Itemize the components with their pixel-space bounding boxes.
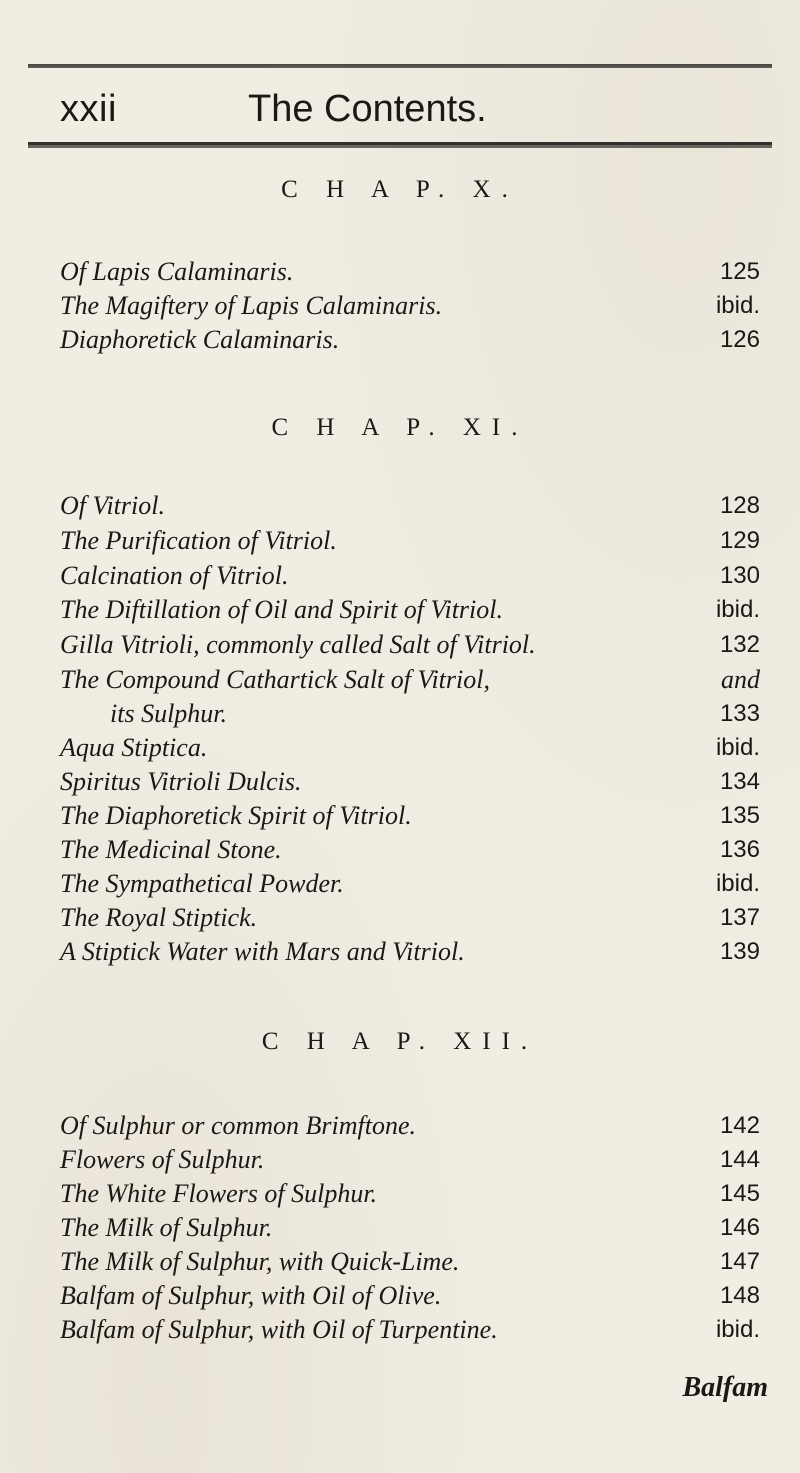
entry-page: ibid. xyxy=(715,292,760,319)
toc-entry xyxy=(60,594,760,626)
entry-page: 134 xyxy=(719,768,760,795)
entry-title: The Royal Stiptick. xyxy=(60,903,258,932)
entry-page: 130 xyxy=(719,562,760,589)
entry-page: 133 xyxy=(719,700,760,727)
entry-page: 142 xyxy=(719,1112,760,1139)
entry-page: 126 xyxy=(719,326,760,353)
entry-title: its Sulphur. xyxy=(110,699,228,728)
toc-entry xyxy=(60,1110,760,1142)
entry-title: The Milk of Sulphur, with Quick-Lime. xyxy=(60,1247,460,1276)
entry-page: 136 xyxy=(719,836,760,863)
entry-page: and xyxy=(721,665,760,694)
catchword: Balfam xyxy=(682,1372,768,1403)
toc-entry xyxy=(60,664,760,696)
toc-entry xyxy=(60,834,760,866)
entry-page: 132 xyxy=(719,631,760,658)
toc-entry xyxy=(60,868,760,900)
header-rule xyxy=(28,142,772,148)
entry-page: ibid. xyxy=(715,734,760,761)
entry-title: The Medicinal Stone. xyxy=(60,835,282,864)
entry-page: 135 xyxy=(719,802,760,829)
entry-page: 144 xyxy=(719,1146,760,1173)
entry-title: Aqua Stiptica. xyxy=(60,733,208,762)
entry-page: 129 xyxy=(719,527,760,554)
toc-entry xyxy=(60,1178,760,1210)
entry-title: Spiritus Vitrioli Dulcis. xyxy=(60,767,302,796)
entry-title: The Diftillation of Oil and Spirit of Vitriol. xyxy=(60,595,503,624)
entry-title: The Compound Cathartick Salt of Vitriol, xyxy=(60,665,490,694)
page-header xyxy=(0,78,800,138)
entry-title: Of Sulphur or common Brimftone. xyxy=(60,1111,417,1140)
entry-page: ibid. xyxy=(715,1316,760,1343)
top-rule xyxy=(28,64,772,68)
entry-title: The Magiftery of Lapis Calaminaris. xyxy=(60,291,443,320)
entry-title: Balfam of Sulphur, with Oil of Olive. xyxy=(60,1281,442,1310)
chapter-heading-x: C H A P. X. xyxy=(281,176,519,203)
entry-page: 139 xyxy=(719,938,760,965)
page-number: xxii xyxy=(60,88,117,130)
entry-title: The White Flowers of Sulphur. xyxy=(60,1179,378,1208)
toc-entry xyxy=(60,698,760,730)
toc-entry xyxy=(60,256,760,288)
toc-entry xyxy=(60,1246,760,1278)
entry-title: Of Lapis Calaminaris. xyxy=(60,257,294,286)
entry-title: The Sympathetical Powder. xyxy=(60,869,344,898)
toc-entry xyxy=(60,1212,760,1244)
toc-entry xyxy=(60,525,760,557)
entry-page: ibid. xyxy=(715,870,760,897)
toc-entry xyxy=(60,290,760,322)
entry-title: Gilla Vitrioli, commonly called Salt of Vitriol. xyxy=(60,630,536,659)
entry-page: 147 xyxy=(719,1248,760,1275)
toc-entry xyxy=(60,629,760,661)
toc-entry xyxy=(60,732,760,764)
entry-page: 128 xyxy=(719,492,760,519)
toc-entry xyxy=(60,490,760,522)
running-title: The Contents. xyxy=(248,88,487,130)
entry-title: A Stiptick Water with Mars and Vitriol. xyxy=(60,937,465,966)
toc-entry xyxy=(60,1280,760,1312)
entry-title: The Milk of Sulphur. xyxy=(60,1213,273,1242)
entry-page: ibid. xyxy=(715,596,760,623)
entry-page: 137 xyxy=(719,904,760,931)
entry-title: The Purification of Vitriol. xyxy=(60,526,337,555)
toc-entry xyxy=(60,1314,760,1346)
toc-entry xyxy=(60,324,760,356)
toc-entry xyxy=(60,936,760,968)
entry-title: Diaphoretick Calaminaris. xyxy=(60,325,340,354)
entry-title: Balfam of Sulphur, with Oil of Turpentine. xyxy=(60,1315,498,1344)
entry-title: Flowers of Sulphur. xyxy=(60,1145,265,1174)
entry-page: 125 xyxy=(719,258,760,285)
toc-entry xyxy=(60,902,760,934)
chapter-heading-xii: C H A P. XII. xyxy=(261,1028,539,1055)
entry-title: Of Vitriol. xyxy=(60,491,165,520)
toc-entry xyxy=(60,800,760,832)
entry-page: 148 xyxy=(719,1282,760,1309)
entry-page: 146 xyxy=(719,1214,760,1241)
entry-page: 145 xyxy=(719,1180,760,1207)
entry-title: Calcination of Vitriol. xyxy=(60,561,289,590)
toc-entry xyxy=(60,1144,760,1176)
toc-entry xyxy=(60,766,760,798)
chapter-heading-xi: C H A P. XI. xyxy=(271,414,529,441)
entry-title: The Diaphoretick Spirit of Vitriol. xyxy=(60,801,412,830)
toc-entry xyxy=(60,560,760,592)
